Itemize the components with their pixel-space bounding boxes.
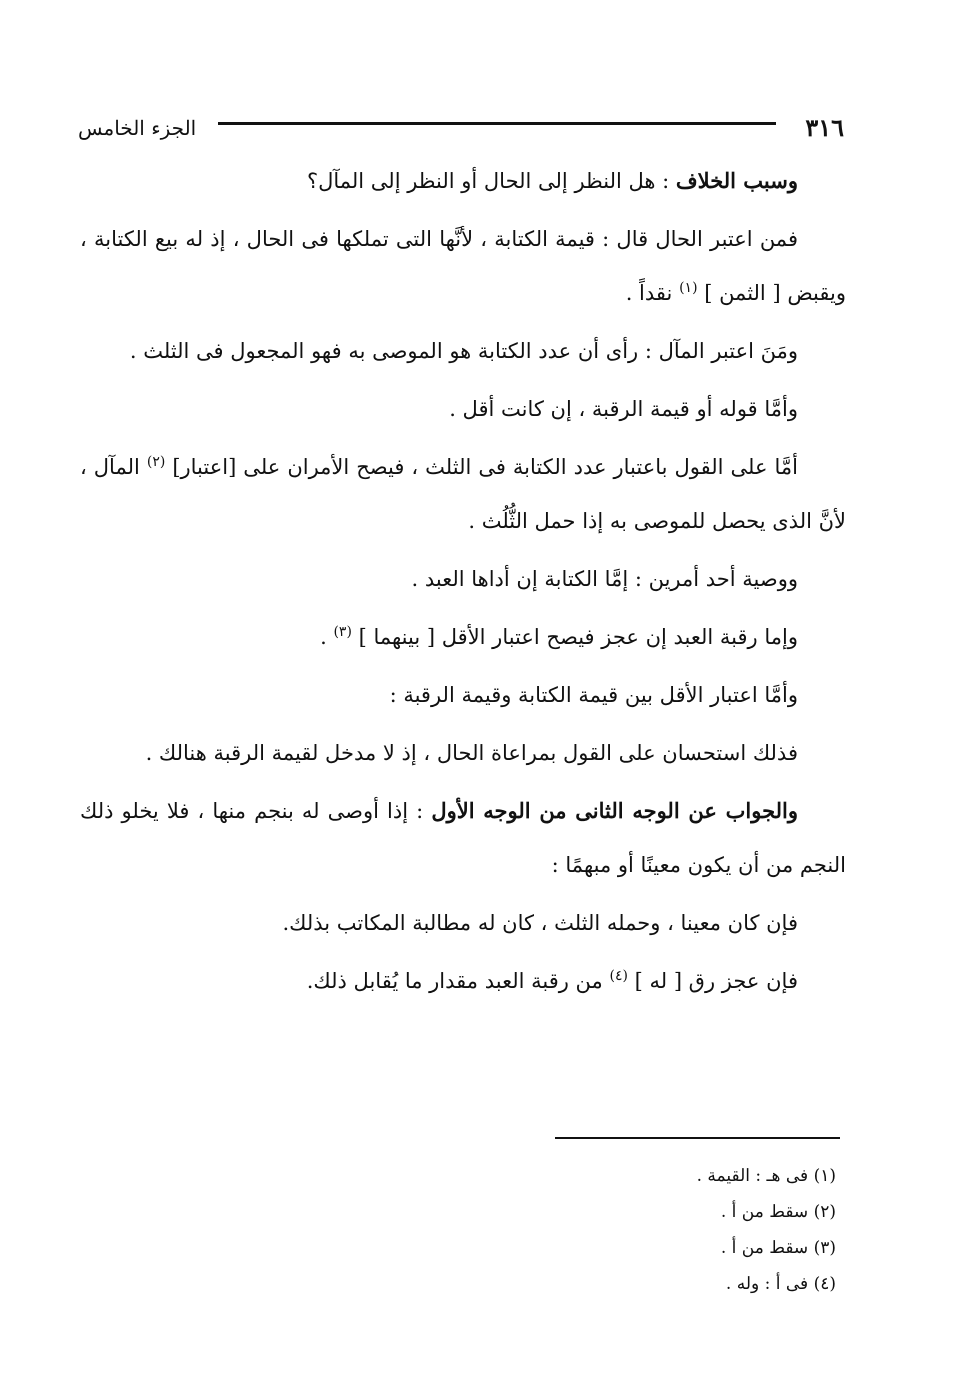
paragraph	[80, 610, 846, 664]
footnote-reference: (٤)	[609, 968, 628, 984]
paragraph	[80, 212, 846, 320]
page-header	[78, 108, 844, 148]
main-text	[80, 154, 846, 1012]
footnotes	[436, 1158, 836, 1302]
paragraph-text: المآل ، لأنَّ الذى يحصل للموصى به إذا حمل الثُّلُث .	[80, 455, 846, 533]
footnote-reference: (١)	[679, 280, 698, 296]
paragraph-text: : هل النظر إلى الحال أو النظر إلى المآل؟	[306, 169, 676, 193]
bold-heading: وسبب الخلاف	[675, 168, 798, 193]
footnote-separator	[555, 1137, 840, 1139]
footnote: (٣) سقط من أ .	[720, 1238, 836, 1258]
paragraph	[80, 954, 846, 1008]
paragraph-text: : إذا أوصى له بنجم منها ، فلا يخلو ذلك النجم من أن يكون معينًا أو مبهمًا :	[80, 799, 846, 877]
paragraph	[80, 154, 846, 208]
paragraph: فإن كان معينا ، وحمله الثلث ، كان له مطالبة المكاتب بذلك.	[282, 911, 798, 935]
paragraph-text: .	[320, 625, 334, 649]
paragraph: ووصية أحد أمرين : إمَّا الكتابة إن أداها العبد .	[411, 567, 798, 591]
paragraph	[80, 784, 846, 892]
footnote: (٢) سقط من أ .	[720, 1202, 836, 1222]
paragraph-text: فمن اعتبر الحال قال : قيمة الكتابة ، لأنَّها التى تملكها فى الحال ، إذ له بيع الكتابة ، ويقبض [ الثمن ]	[80, 227, 846, 305]
footnote-reference: (٣)	[333, 624, 352, 640]
paragraph	[80, 440, 846, 548]
paragraph-text: نقداً .	[625, 281, 680, 305]
paragraph-text: أمَّا على القول باعتبار عدد الكتابة فى الثلث ، فيصح الأمران على [اعتبار]	[165, 455, 798, 479]
footnote: (٤) فى أ : وله .	[725, 1274, 836, 1294]
header-rule	[218, 122, 776, 125]
bold-heading: والجواب عن الوجه الثانى من الوجه الأول	[431, 798, 798, 823]
footnote-reference: (٢)	[146, 454, 166, 470]
paragraph: وأمَّا قوله أو قيمة الرقبة ، إن كانت أقل .	[449, 397, 798, 421]
paragraph-text: من رقبة العبد مقدار ما يُقابل ذلك.	[306, 969, 610, 993]
running-title: الجزء الخامس	[78, 116, 197, 140]
paragraph-text: وإما رقبة العبد إن عجز فيصح اعتبار الأقل [ بينهما ]	[351, 625, 798, 649]
paragraph: وأمَّا اعتبار الأقل بين قيمة الكتابة وقيمة الرقبة :	[389, 683, 798, 707]
paragraph: ومَنَ اعتبر المآل : رأى أن عدد الكتابة هو الموصى به فهو المجعول فى الثلث .	[129, 339, 798, 363]
paragraph-text: فإن عجز رق [ له ]	[627, 969, 798, 993]
page-number: ٣١٦	[805, 113, 844, 142]
paragraph: فذلك استحسان على القول بمراعاة الحال ، إذ لا مدخل لقيمة الرقبة هنالك .	[145, 741, 798, 765]
footnote: (١) فى هـ : القيمة .	[696, 1166, 836, 1186]
